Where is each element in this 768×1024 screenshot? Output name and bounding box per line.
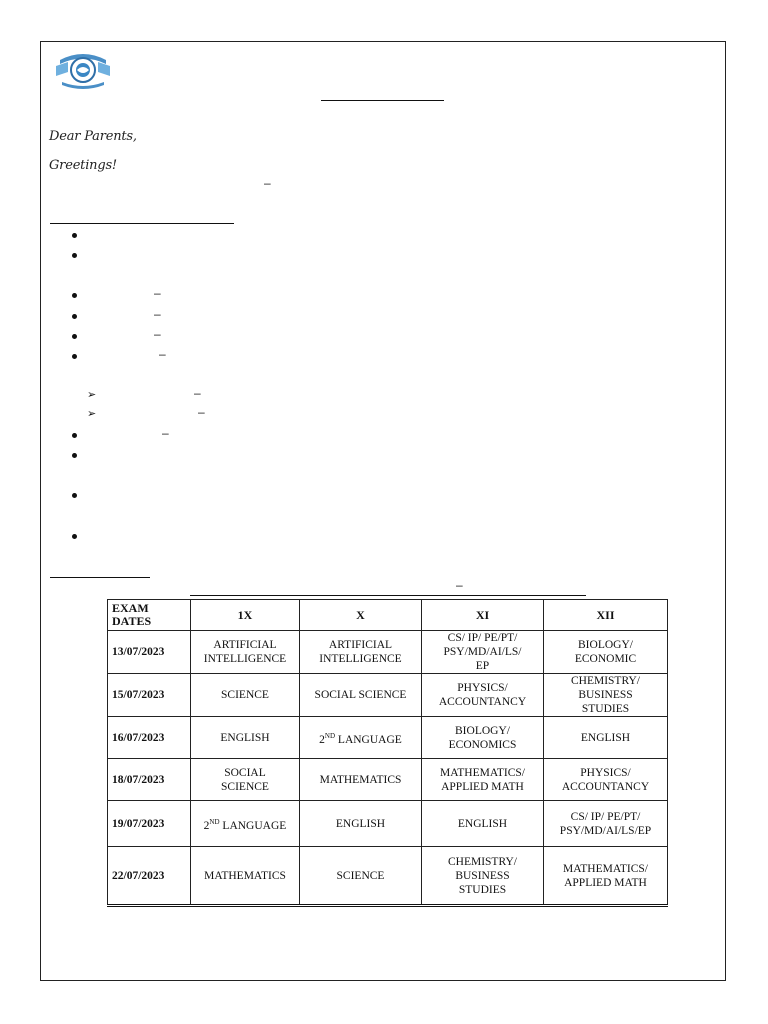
subject-text: CHEMISTRY/ BUSINESS STUDIES: [447, 855, 517, 896]
title-underline: [321, 100, 444, 101]
subject-cell: [544, 674, 668, 717]
subject-cell: [544, 759, 668, 801]
subject-text: PHYSICS/ ACCOUNTANCY: [561, 766, 650, 793]
subject-text: SCIENCE: [336, 869, 385, 882]
arrow-bullet-icon: ➢: [87, 388, 97, 401]
subject-text: CHEMISTRY/ BUSINESS STUDIES: [570, 675, 640, 715]
subject-text: ENGLISH: [335, 817, 386, 830]
subject-cell: [422, 674, 544, 717]
header-class-ix: 1X: [191, 600, 300, 631]
table-row: [108, 801, 668, 847]
header-class-xii: XII: [544, 600, 668, 631]
subject-text: ENGLISH: [580, 731, 631, 744]
subject-text: 2ND LANGUAGE: [203, 817, 287, 832]
dash-mark: –: [154, 327, 161, 341]
subject-text: ENGLISH: [457, 817, 508, 830]
subject-cell: [191, 717, 300, 759]
bullet-point: [72, 453, 77, 458]
dash-mark: –: [154, 286, 161, 300]
bullet-point: [72, 534, 77, 539]
subject-text: PHYSICS/ ACCOUNTANCY: [438, 682, 527, 708]
exam-date: 19/07/2023: [108, 801, 191, 847]
table-row: [108, 717, 668, 759]
table-row: [108, 847, 668, 906]
subject-cell: [191, 759, 300, 801]
table-row: [108, 674, 668, 717]
subject-text: BIOLOGY/ ECONOMIC: [574, 639, 637, 665]
greeting: Greetings!: [49, 158, 117, 173]
subject-cell: [300, 631, 422, 674]
exam-datesheet-table: [107, 599, 668, 907]
header-exam-dates: EXAM DATES: [108, 600, 191, 631]
subject-cell: [422, 847, 544, 906]
subject-text: SOCIAL SCIENCE: [314, 689, 407, 701]
bullet-point: [72, 334, 77, 339]
subject-cell: [422, 631, 544, 674]
exam-date: 22/07/2023: [108, 847, 191, 906]
bullet-point: [72, 493, 77, 498]
subject-cell: [422, 717, 544, 759]
subject-text: MATHEMATICS/ APPLIED MATH: [440, 766, 525, 793]
arrow-bullet-icon: ➢: [87, 407, 97, 420]
subject-cell: [422, 801, 544, 847]
subject-text: 2ND LANGUAGE: [319, 731, 402, 746]
subject-cell: [422, 759, 544, 801]
bullet-point: [72, 233, 77, 238]
school-crest-logo: [54, 46, 112, 94]
subject-cell: [544, 717, 668, 759]
subject-cell: [544, 631, 668, 674]
bullet-point: [72, 293, 77, 298]
subject-text: MATHEMATICS: [319, 773, 402, 786]
bullet-point: [72, 253, 77, 258]
exam-date: 16/07/2023: [108, 717, 191, 759]
salutation: Dear Parents,: [49, 129, 137, 144]
dash-mark: –: [264, 176, 271, 190]
table-row: [108, 631, 668, 674]
dash-mark: –: [159, 347, 166, 361]
subject-text: ARTIFICIAL INTELLIGENCE: [203, 639, 287, 665]
subject-text: BIOLOGY/ ECONOMICS: [448, 724, 517, 751]
dash-mark: –: [198, 405, 205, 419]
dash-mark: –: [456, 578, 463, 592]
subject-cell: [544, 847, 668, 906]
subject-cell: [300, 674, 422, 717]
subject-cell: [300, 847, 422, 906]
subject-cell: [191, 631, 300, 674]
bullet-point: [72, 433, 77, 438]
bullet-point: [72, 314, 77, 319]
exam-date: 18/07/2023: [108, 759, 191, 801]
subject-cell: [300, 759, 422, 801]
subject-text: SOCIAL SCIENCE: [221, 766, 269, 793]
subject-text: MATHEMATICS/ APPLIED MATH: [563, 862, 648, 889]
table-header-row: [108, 600, 668, 631]
subject-cell: [191, 801, 300, 847]
section-heading-underline: [50, 223, 234, 224]
subject-text: MATHEMATICS: [204, 869, 286, 882]
header-class-x: X: [300, 600, 422, 631]
subject-text: ENGLISH: [220, 731, 270, 744]
datesheet-heading-underline: [50, 577, 150, 578]
datesheet-title-underline: [190, 595, 586, 596]
header-class-xi: XI: [422, 600, 544, 631]
subject-text: ARTIFICIAL INTELLIGENCE: [319, 639, 402, 665]
subject-text: SCIENCE: [221, 689, 269, 701]
subject-cell: [191, 674, 300, 717]
subject-cell: [544, 801, 668, 847]
bullet-point: [72, 354, 77, 359]
dash-mark: –: [154, 307, 161, 321]
subject-cell: [191, 847, 300, 906]
subject-cell: [300, 801, 422, 847]
subject-text: CS/ IP/ PE/PT/ PSY/MD/AI/LS/EP: [559, 810, 652, 837]
subject-cell: [300, 717, 422, 759]
exam-date: 15/07/2023: [108, 674, 191, 717]
table-row: [108, 759, 668, 801]
exam-date: 13/07/2023: [108, 631, 191, 674]
dash-mark: –: [162, 426, 169, 440]
dash-mark: –: [194, 386, 201, 400]
subject-text: CS/ IP/ PE/PT/ PSY/MD/AI/LS/ EP: [443, 632, 522, 672]
